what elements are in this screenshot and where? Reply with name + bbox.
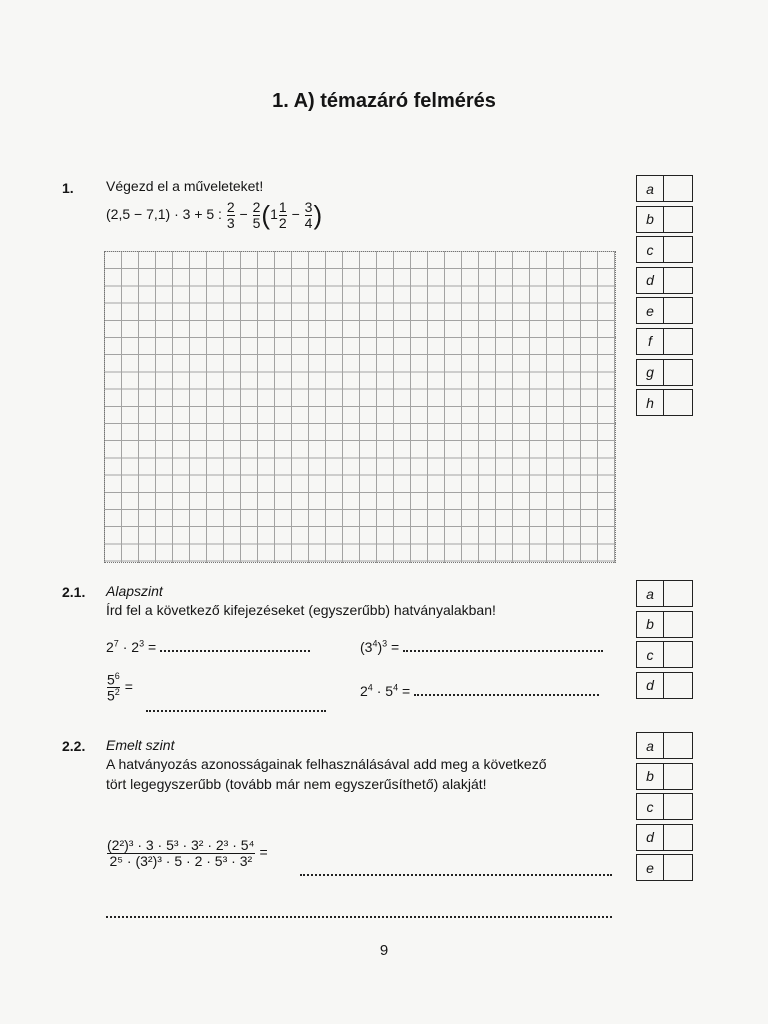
q1-score-label: d: [636, 267, 664, 294]
q22-number: 2.2.: [62, 738, 86, 754]
q1-frac-3-num: 1: [278, 199, 287, 215]
q22-instruction-line-2: tört legegyszerűbb (tovább már nem egyszerűsíthető) alakját!: [106, 776, 487, 792]
q22-expression: [106, 838, 268, 868]
q21-b-exp-2: 3: [382, 638, 388, 649]
q1-score-label: f: [636, 328, 664, 355]
q22-equals: =: [259, 843, 268, 860]
q1-score-label: a: [636, 175, 664, 202]
q1-score-label: g: [636, 359, 664, 386]
q1-score-row: [636, 175, 693, 202]
q1-expr-lead: (2,5 − 7,1) · 3 + 5 :: [106, 205, 222, 222]
q21-d-equals: =: [398, 683, 411, 699]
q21-expr-d: [360, 682, 599, 699]
q21-d-exp-2: 4: [393, 682, 399, 693]
q1-score-field[interactable]: [664, 175, 693, 202]
q22-score-field[interactable]: [664, 763, 693, 790]
q1-score-row: [636, 389, 693, 416]
q1-score-row: [636, 267, 693, 294]
q21-b-paren: ): [377, 639, 383, 655]
q22-answer-line-1[interactable]: [300, 862, 612, 876]
q21-a-equals: =: [144, 639, 157, 655]
q1-score-row: [636, 236, 693, 263]
q21-a-dot: ·: [118, 639, 132, 655]
q22-score-field[interactable]: [664, 732, 693, 759]
q1-instruction: Végezd el a műveleteket!: [106, 178, 264, 194]
q21-a-exp-2: 3: [139, 638, 145, 649]
q22-score-boxes: [636, 732, 693, 885]
q22-score-label: c: [636, 793, 664, 820]
q22-score-label: e: [636, 854, 664, 881]
q22-score-row: [636, 793, 693, 820]
q21-expr-c: [106, 672, 133, 704]
q1-score-row: [636, 297, 693, 324]
q21-a-answer-line[interactable]: [160, 638, 310, 652]
q21-score-label: c: [636, 641, 664, 668]
q1-frac-2-num: 2: [252, 199, 261, 215]
q1-score-field[interactable]: [664, 328, 693, 355]
q22-score-row: [636, 732, 693, 759]
q22-score-label: a: [636, 732, 664, 759]
q21-a-base-2: 2: [131, 639, 140, 655]
q21-b-equals: =: [387, 639, 400, 655]
q1-score-label: h: [636, 389, 664, 416]
q1-score-row: [636, 359, 693, 386]
q21-score-row: [636, 580, 693, 607]
q21-a-exp-1: 7: [113, 638, 119, 649]
q21-d-base-1: 2: [360, 683, 368, 699]
q21-b-exp-1: 4: [372, 638, 378, 649]
q21-number: 2.1.: [62, 584, 86, 600]
q1-score-label: b: [636, 206, 664, 233]
q22-score-row: [636, 763, 693, 790]
q1-frac-4-den: 4: [304, 214, 313, 231]
q1-open-paren: (: [261, 200, 271, 231]
q1-frac-2-den: 5: [252, 214, 261, 231]
q1-frac-4: [305, 200, 313, 230]
page-title: 1. A) témazáró felmérés: [272, 90, 496, 112]
q21-c-num-base: 5: [107, 671, 115, 688]
q1-score-field[interactable]: [664, 359, 693, 386]
q1-close-paren: ): [313, 200, 323, 231]
q1-minus-1: −: [239, 205, 248, 222]
q21-score-label: a: [636, 580, 664, 607]
q21-score-field[interactable]: [664, 672, 693, 699]
q22-score-field[interactable]: [664, 793, 693, 820]
q21-instruction: Írd fel a következő kifejezéseket (egyszerűbb) hatványalakban!: [106, 602, 496, 618]
q21-d-answer-line[interactable]: [414, 682, 599, 696]
q1-score-field[interactable]: [664, 389, 693, 416]
q21-d-dot: ·: [372, 683, 386, 699]
q1-score-label: c: [636, 236, 664, 263]
q21-c-answer-line[interactable]: [146, 698, 326, 712]
q21-expr-b: [360, 638, 603, 655]
q1-score-field[interactable]: [664, 236, 693, 263]
q21-expr-a: [106, 638, 310, 655]
q22-level: Emelt szint: [106, 737, 175, 753]
q1-frac-3: [279, 200, 287, 230]
q22-numerator: (2²)³ · 3 · 5³ · 3² · 2³ · 5⁴: [107, 837, 255, 853]
q22-score-row: [636, 824, 693, 851]
q22-instruction-line-1: A hatványozás azonosságainak felhasználásával add meg a következő: [106, 756, 547, 772]
q21-score-field[interactable]: [664, 641, 693, 668]
q1-frac-1-den: 3: [226, 214, 235, 231]
q21-score-field[interactable]: [664, 580, 693, 607]
q21-d-base-2: 5: [385, 683, 394, 699]
q1-score-boxes: [636, 175, 693, 420]
q22-score-label: b: [636, 763, 664, 790]
q1-number: 1.: [62, 180, 74, 196]
q21-score-label: b: [636, 611, 664, 638]
q1-score-row: [636, 206, 693, 233]
q21-d-exp-1: 4: [367, 682, 373, 693]
q21-c-den-base: 5: [107, 688, 115, 704]
q1-frac-4-num: 3: [304, 199, 313, 215]
q22-answer-line-2[interactable]: [106, 904, 612, 918]
q21-score-boxes: [636, 580, 693, 702]
q21-c-den: [107, 687, 120, 703]
q22-denominator: 2⁵ · (3²)³ · 5 · 2 · 5³ · 3²: [107, 853, 255, 869]
q22-score-field[interactable]: [664, 824, 693, 851]
page-number: 9: [379, 942, 389, 959]
q1-score-label: e: [636, 297, 664, 324]
q1-expression: [106, 200, 322, 230]
q21-c-frac: [107, 672, 120, 704]
q22-score-row: [636, 854, 693, 881]
q1-frac-1: [227, 200, 235, 230]
q21-score-field[interactable]: [664, 611, 693, 638]
q1-frac-2: [253, 200, 261, 230]
q21-c-den-exp: 2: [114, 687, 120, 698]
q22-score-label: d: [636, 824, 664, 851]
q22-fraction: [107, 838, 255, 868]
q21-c-equals: =: [124, 678, 133, 695]
q21-score-row: [636, 611, 693, 638]
q21-a-base-1: 2: [106, 639, 114, 655]
q21-b-base: (3: [360, 639, 373, 655]
q21-score-label: d: [636, 672, 664, 699]
q22-score-field[interactable]: [664, 854, 693, 881]
q21-c-num-exp: 6: [114, 671, 120, 681]
q1-answer-grid[interactable]: [104, 251, 616, 563]
q21-score-row: [636, 672, 693, 699]
q1-score-field[interactable]: [664, 206, 693, 233]
q1-minus-2: −: [291, 205, 300, 222]
q1-mixed-whole: 1: [270, 205, 278, 222]
q1-frac-3-den: 2: [278, 214, 287, 231]
q21-b-answer-line[interactable]: [403, 638, 603, 652]
q21-c-num: [107, 672, 120, 687]
q1-score-field[interactable]: [664, 267, 693, 294]
q1-score-row: [636, 328, 693, 355]
q21-score-row: [636, 641, 693, 668]
q1-frac-1-num: 2: [226, 199, 235, 215]
q21-level: Alapszint: [106, 583, 163, 599]
q1-score-field[interactable]: [664, 297, 693, 324]
